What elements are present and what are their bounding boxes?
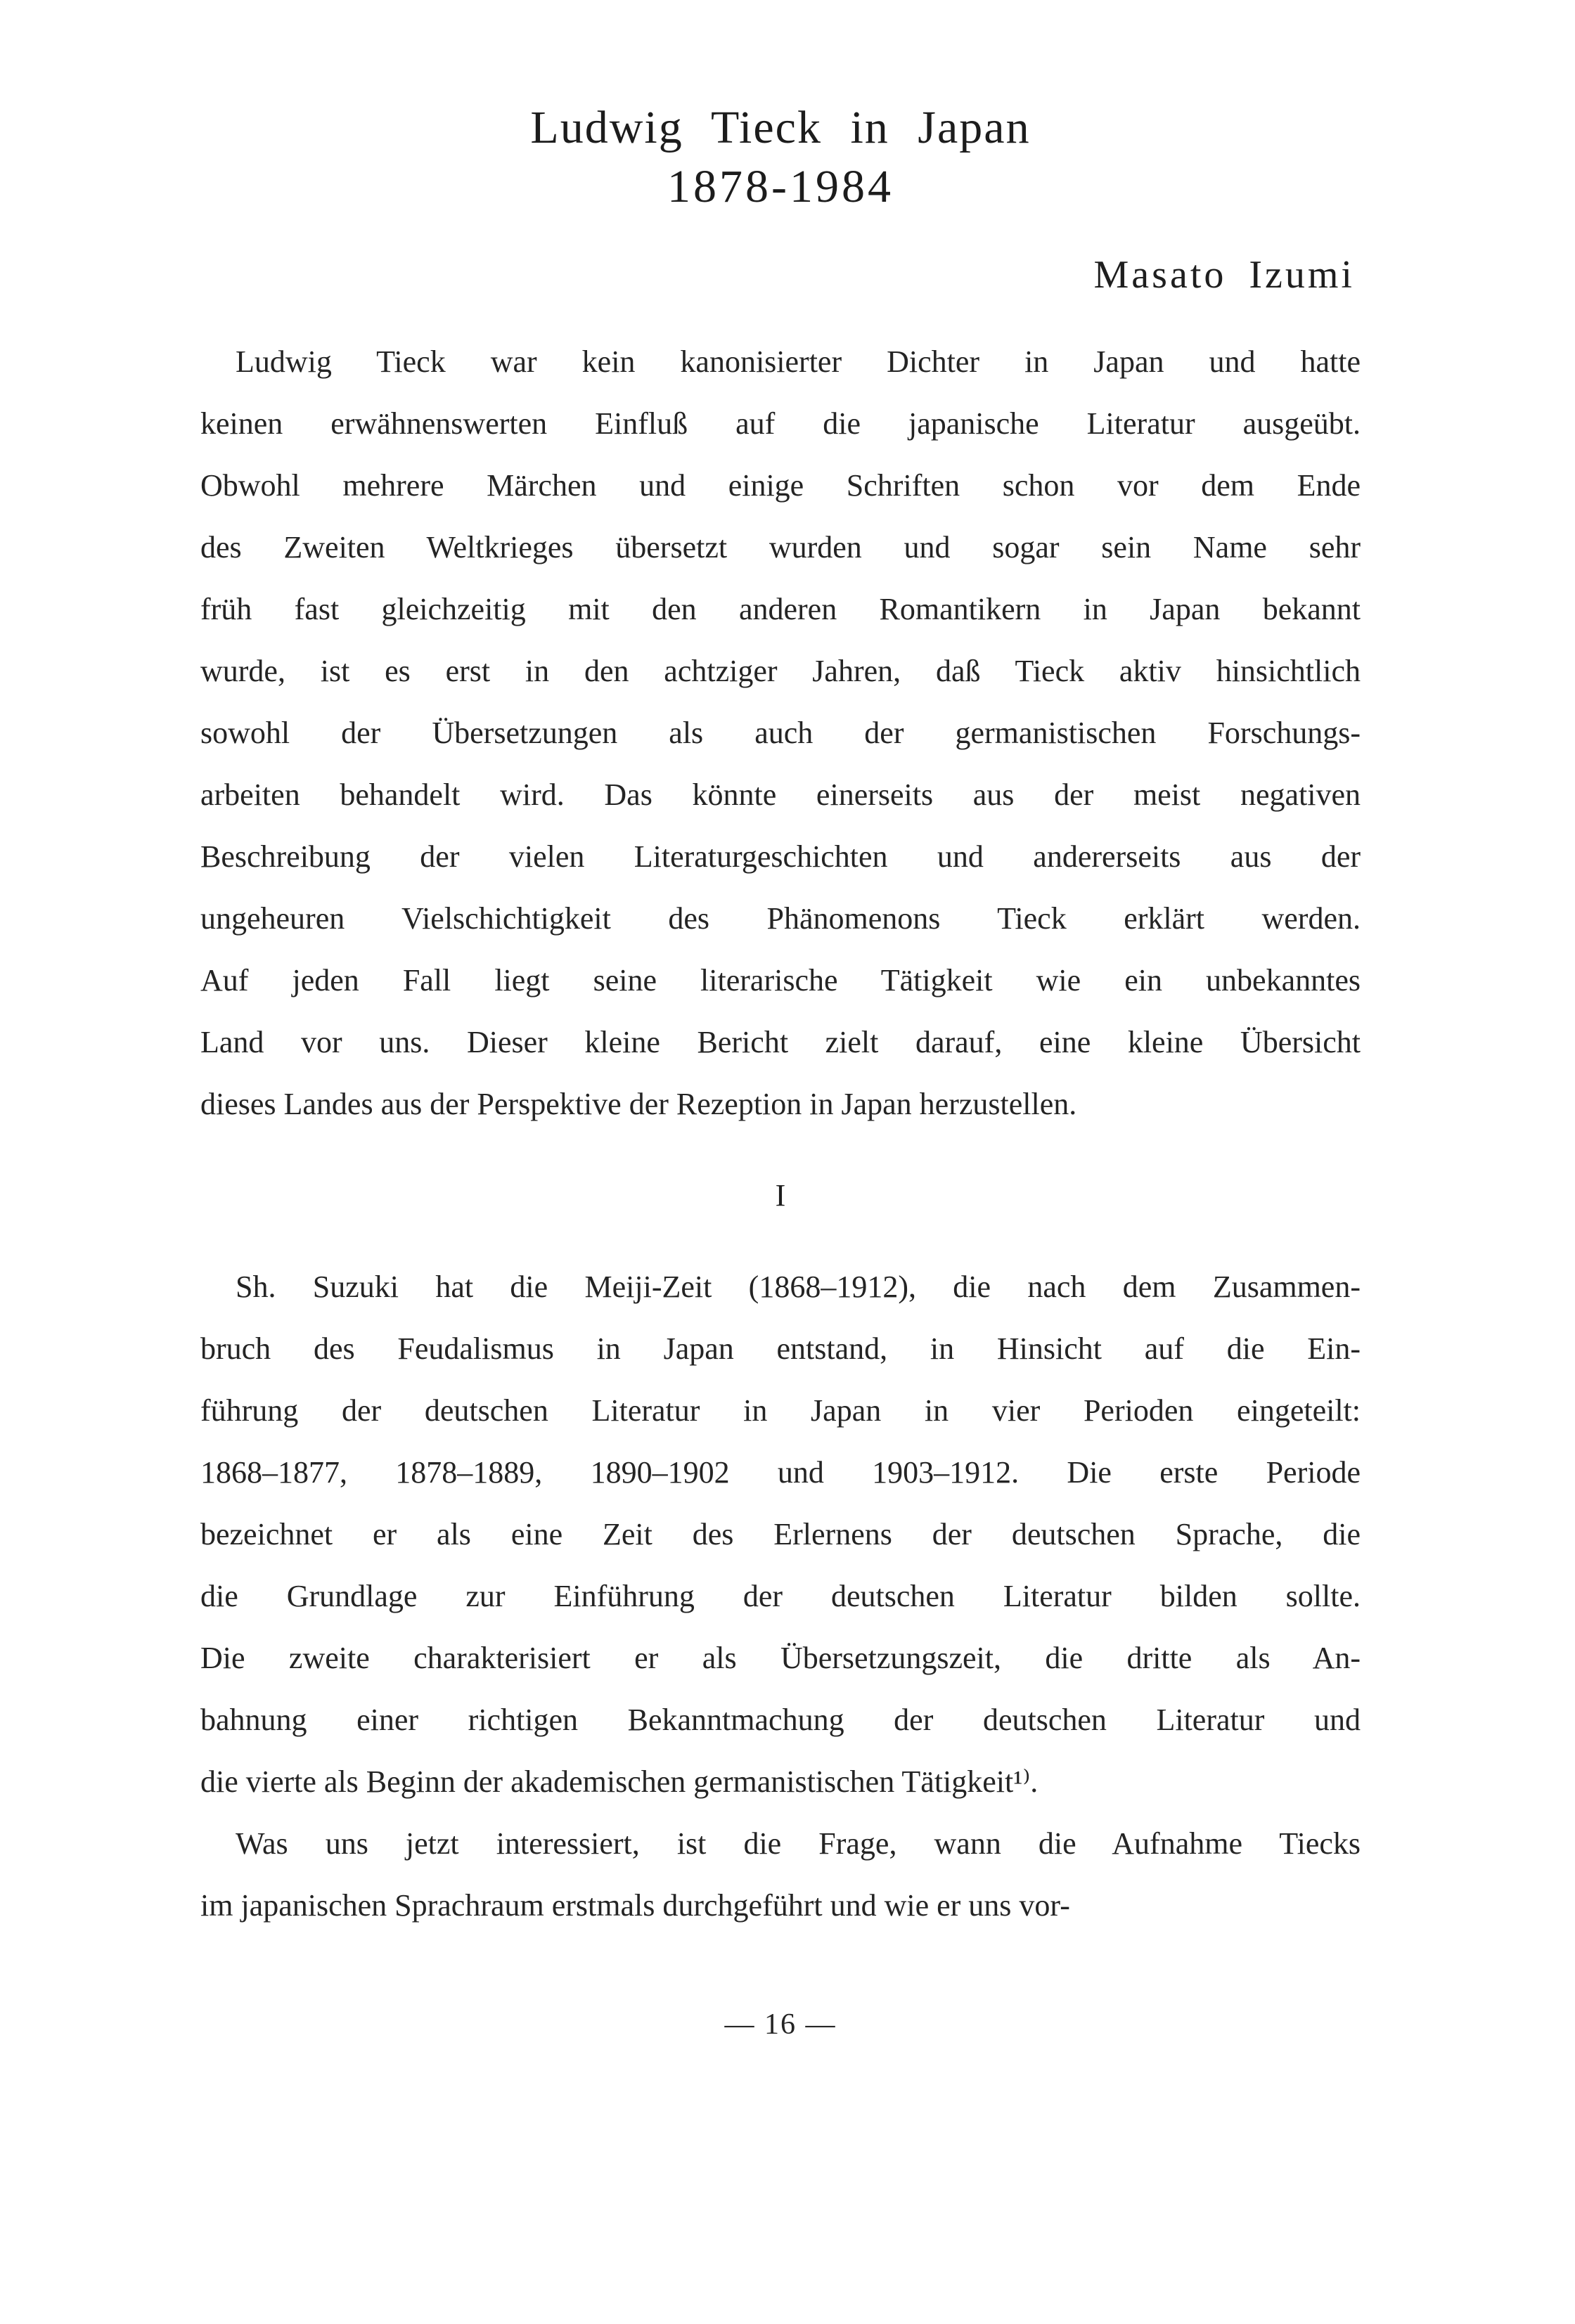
text-line: bruch des Feudalismus in Japan entstand, in Hinsicht auf die Ein- [200,1331,1361,1366]
text-line: des Zweiten Weltkrieges übersetzt wurden und sogar sein Name sehr [200,529,1361,564]
text-line: wurde, ist es erst in den achtziger Jahren, daß Tieck aktiv hinsichtlich [200,653,1361,688]
text-line: die vierte als Beginn der akademischen germanistischen Tätigkeit¹⁾. [200,1764,1039,1799]
author-name: Masato Izumi [1093,252,1355,297]
text-line: Ludwig Tieck war kein kanonisierter Dichter in Japan und hatte [236,344,1361,379]
text-line: führung der deutschen Literatur in Japan in vier Perioden eingeteilt: [200,1393,1361,1428]
text-line: die Grundlage zur Einführung der deutschen Literatur bilden sollte. [200,1578,1361,1613]
page-content [200,98,1361,1937]
paragraph [200,1256,1361,1813]
text-line: dieses Landes aus der Perspektive der Rezeption in Japan herzustellen. [200,1086,1077,1121]
text-line: Land vor uns. Dieser kleine Bericht zielt darauf, eine kleine Übersicht [200,1024,1361,1059]
text-line: sowohl der Übersetzungen als auch der germanistischen Forschungs- [200,715,1361,750]
paragraph [200,331,1361,1135]
text-line: keinen erwähnenswerten Einfluß auf die japanische Literatur ausgeübt. [200,406,1361,441]
text-line: früh fast gleichzeitig mit den anderen Romantikern in Japan bekannt [200,591,1361,626]
text-line: arbeiten behandelt wird. Das könnte einerseits aus der meist negativen [200,777,1361,812]
document-body [200,331,1361,1937]
text-line: Was uns jetzt interessiert, ist die Frage, wann die Aufnahme Tiecks [236,1826,1361,1861]
paragraph [200,1813,1361,1937]
section-heading: I [775,1177,786,1213]
text-line: Sh. Suzuki hat die Meiji-Zeit (1868–1912), die nach dem Zusammen- [236,1269,1361,1304]
text-line: im japanischen Sprachraum erstmals durchgeführt und wie er uns vor- [200,1887,1070,1923]
text-line: Die zweite charakterisiert er als Übersetzungszeit, die dritte als An- [200,1640,1361,1675]
text-line: Obwohl mehrere Märchen und einige Schriften schon vor dem Ende [200,467,1361,503]
text-line: bezeichnet er als eine Zeit des Erlernens der deutschen Sprache, die [200,1516,1361,1551]
text-line: ungeheuren Vielschichtigkeit des Phänomenons Tieck erklärt werden. [200,900,1361,936]
article-title [200,98,1361,217]
article-title-line1: Ludwig Tieck in Japan [530,102,1031,153]
article-title-line2: 1878-1984 [667,161,894,213]
page-number: — 16 — [724,2008,837,2041]
text-line: Beschreibung der vielen Literaturgeschichten und andererseits aus der [200,839,1361,874]
text-line: 1868–1877, 1878–1889, 1890–1902 und 1903–1912. Die erste Periode [200,1454,1361,1490]
text-line: Auf jeden Fall liegt seine literarische Tätigkeit wie ein unbekanntes [200,962,1361,998]
text-line: bahnung einer richtigen Bekanntmachung der deutschen Literatur und [200,1702,1361,1737]
